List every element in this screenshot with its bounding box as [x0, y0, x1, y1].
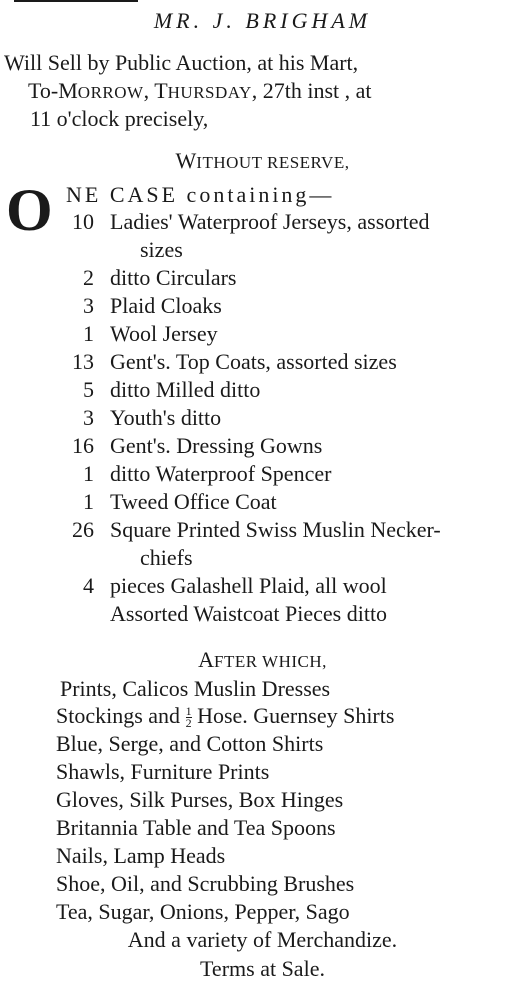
- item-continuation: Assorted Waistcoat Pieces ditto: [110, 601, 388, 626]
- after-line-britannia: Britannia Table and Tea Spoons: [56, 815, 336, 840]
- after-line-shawls: Shawls, Furniture Prints: [56, 759, 270, 784]
- item-quantity: 1: [83, 489, 94, 514]
- after-which-heading: [0, 647, 525, 675]
- item-quantity: 2: [83, 265, 94, 290]
- item-description: ditto Milled ditto: [110, 377, 261, 402]
- item-quantity: 1: [83, 461, 94, 486]
- after-line-stockings-b: Hose. Guernsey Shirts: [197, 703, 395, 728]
- item-description: ditto Circulars: [110, 265, 237, 290]
- case-heading: NE CASE containing—: [66, 182, 335, 207]
- intro-line-2-f: HURSDAY: [167, 83, 252, 102]
- item-quantity: 26: [72, 517, 94, 542]
- item-description: Tweed Office Coat: [110, 489, 277, 514]
- drop-cap: O: [6, 177, 53, 243]
- intro-line-2-a: To-: [28, 78, 59, 103]
- terms-line: Terms at Sale.: [200, 956, 325, 981]
- item-description: Youth's ditto: [110, 405, 222, 430]
- intro-line-1: Will Sell by Public Auction, at his Mart,: [4, 50, 359, 75]
- after-line-stockings-a: Stockings and: [56, 703, 181, 728]
- after-line-nails: Nails, Lamp Heads: [56, 843, 226, 868]
- without-reserve: [0, 148, 525, 176]
- item-continuation: chiefs: [140, 545, 193, 570]
- intro-line-2-d: ,: [143, 78, 155, 103]
- item-quantity: 3: [83, 293, 94, 318]
- item-description: Plaid Cloaks: [110, 293, 222, 318]
- item-description: Wool Jersey: [110, 321, 218, 346]
- item-description: Gent's. Top Coats, assorted sizes: [110, 349, 397, 374]
- item-description: Square Printed Swiss Muslin Necker-: [110, 517, 441, 542]
- item-quantity: 1: [83, 321, 94, 346]
- after-line-blue: Blue, Serge, and Cotton Shirts: [56, 731, 324, 756]
- item-description: Ladies' Waterproof Jerseys, assorted: [110, 209, 430, 234]
- item-quantity: 3: [83, 405, 94, 430]
- after-line-prints: Prints, Calicos Muslin Dresses: [60, 676, 331, 701]
- item-quantity: 10: [72, 209, 94, 234]
- intro-line-2-g: , 27th inst , at: [251, 78, 372, 103]
- fraction-denominator: 2: [185, 716, 192, 731]
- top-rule: [14, 0, 138, 2]
- intro-line-2-e: T: [154, 78, 168, 103]
- item-quantity: 4: [83, 573, 94, 598]
- intro-line-2: [28, 78, 372, 106]
- after-line-shoe: Shoe, Oil, and Scrubbing Brushes: [56, 871, 355, 896]
- after-line-gloves: Gloves, Silk Purses, Box Hinges: [56, 787, 344, 812]
- intro-line-2-b: M: [58, 78, 78, 103]
- after-line-stockings: [56, 703, 394, 729]
- half-fraction: [186, 706, 192, 729]
- item-description: ditto Waterproof Spencer: [110, 461, 332, 486]
- item-quantity: 13: [72, 349, 94, 374]
- item-description: pieces Galashell Plaid, all wool: [110, 573, 387, 598]
- without-reserve-b: ITHOUT RESERVE,: [196, 153, 350, 172]
- auctioneer-title: MR. J. BRIGHAM: [153, 8, 372, 33]
- item-description: Gent's. Dressing Gowns: [110, 433, 323, 458]
- after-which-b: FTER WHICH,: [214, 652, 327, 671]
- item-quantity: 5: [83, 377, 94, 402]
- fraction-numerator: 1: [185, 704, 192, 719]
- variety-line: And a variety of Merchandize.: [127, 927, 398, 952]
- after-which-a: A: [198, 647, 215, 672]
- intro-line-3: 11 o'clock precisely,: [30, 106, 209, 131]
- item-quantity: 16: [72, 433, 94, 458]
- item-continuation: sizes: [140, 237, 183, 262]
- intro-line-2-c: ORROW: [77, 83, 144, 102]
- without-reserve-a: W: [175, 148, 197, 173]
- after-line-tea: Tea, Sugar, Onions, Pepper, Sago: [56, 899, 350, 924]
